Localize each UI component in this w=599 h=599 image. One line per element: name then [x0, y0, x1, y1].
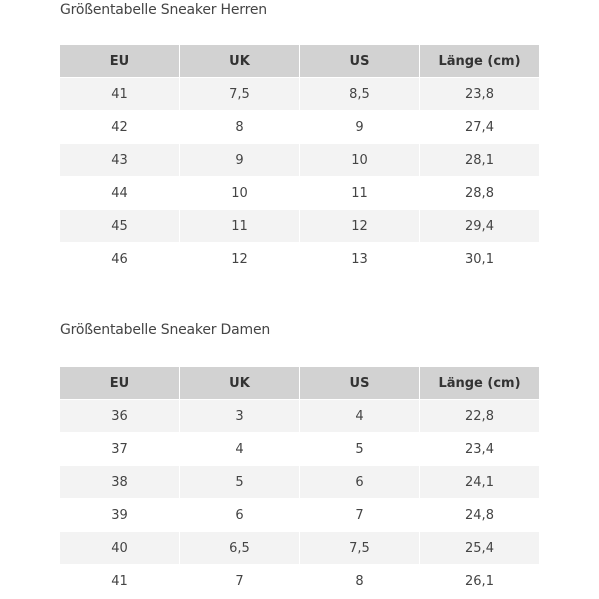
header-eu: EU: [60, 45, 180, 78]
cell-length: 28,1: [420, 144, 540, 177]
table-header-row: [60, 45, 539, 78]
cell-length: 29,4: [420, 210, 540, 243]
table-row: [60, 532, 539, 565]
cell-length: 25,4: [420, 532, 540, 565]
cell-length: 23,8: [420, 78, 540, 111]
cell-uk: 11: [180, 210, 300, 243]
cell-length: 24,1: [420, 466, 540, 499]
table-row: [60, 111, 539, 144]
cell-length: 28,8: [420, 177, 540, 210]
cell-uk: 12: [180, 243, 300, 276]
cell-us: 6: [300, 466, 420, 499]
header-length: Länge (cm): [420, 367, 540, 400]
cell-eu: 36: [60, 400, 180, 433]
cell-eu: 37: [60, 433, 180, 466]
cell-us: 10: [300, 144, 420, 177]
cell-eu: 38: [60, 466, 180, 499]
herren-size-table: [60, 45, 539, 276]
cell-length: 27,4: [420, 111, 540, 144]
cell-us: 12: [300, 210, 420, 243]
header-uk: UK: [180, 45, 300, 78]
header-us: US: [300, 367, 420, 400]
table-header-row: [60, 367, 539, 400]
cell-us: 8,5: [300, 78, 420, 111]
table-row: [60, 565, 539, 598]
cell-us: 13: [300, 243, 420, 276]
cell-eu: 43: [60, 144, 180, 177]
cell-us: 5: [300, 433, 420, 466]
table-row: [60, 177, 539, 210]
cell-uk: 5: [180, 466, 300, 499]
cell-length: 23,4: [420, 433, 540, 466]
cell-uk: 7: [180, 565, 300, 598]
cell-eu: 41: [60, 78, 180, 111]
cell-eu: 46: [60, 243, 180, 276]
cell-us: 7: [300, 499, 420, 532]
cell-us: 4: [300, 400, 420, 433]
herren-title: Größentabelle Sneaker Herren: [60, 2, 267, 18]
table-row: [60, 144, 539, 177]
cell-uk: 3: [180, 400, 300, 433]
cell-uk: 6,5: [180, 532, 300, 565]
cell-eu: 39: [60, 499, 180, 532]
damen-title: Größentabelle Sneaker Damen: [60, 322, 271, 338]
header-eu: EU: [60, 367, 180, 400]
cell-eu: 45: [60, 210, 180, 243]
cell-uk: 9: [180, 144, 300, 177]
cell-us: 11: [300, 177, 420, 210]
table-row: [60, 210, 539, 243]
cell-length: 22,8: [420, 400, 540, 433]
cell-length: 30,1: [420, 243, 540, 276]
header-length: Länge (cm): [420, 45, 540, 78]
damen-size-table: [60, 367, 539, 598]
cell-uk: 10: [180, 177, 300, 210]
table-row: [60, 433, 539, 466]
cell-eu: 44: [60, 177, 180, 210]
table-row: [60, 78, 539, 111]
cell-eu: 40: [60, 532, 180, 565]
cell-uk: 4: [180, 433, 300, 466]
cell-eu: 41: [60, 565, 180, 598]
cell-uk: 6: [180, 499, 300, 532]
cell-us: 8: [300, 565, 420, 598]
table-row: [60, 466, 539, 499]
table-row: [60, 243, 539, 276]
table-row: [60, 499, 539, 532]
header-us: US: [300, 45, 420, 78]
cell-uk: 8: [180, 111, 300, 144]
cell-us: 7,5: [300, 532, 420, 565]
cell-uk: 7,5: [180, 78, 300, 111]
cell-us: 9: [300, 111, 420, 144]
cell-length: 24,8: [420, 499, 540, 532]
cell-length: 26,1: [420, 565, 540, 598]
table-row: [60, 400, 539, 433]
header-uk: UK: [180, 367, 300, 400]
cell-eu: 42: [60, 111, 180, 144]
